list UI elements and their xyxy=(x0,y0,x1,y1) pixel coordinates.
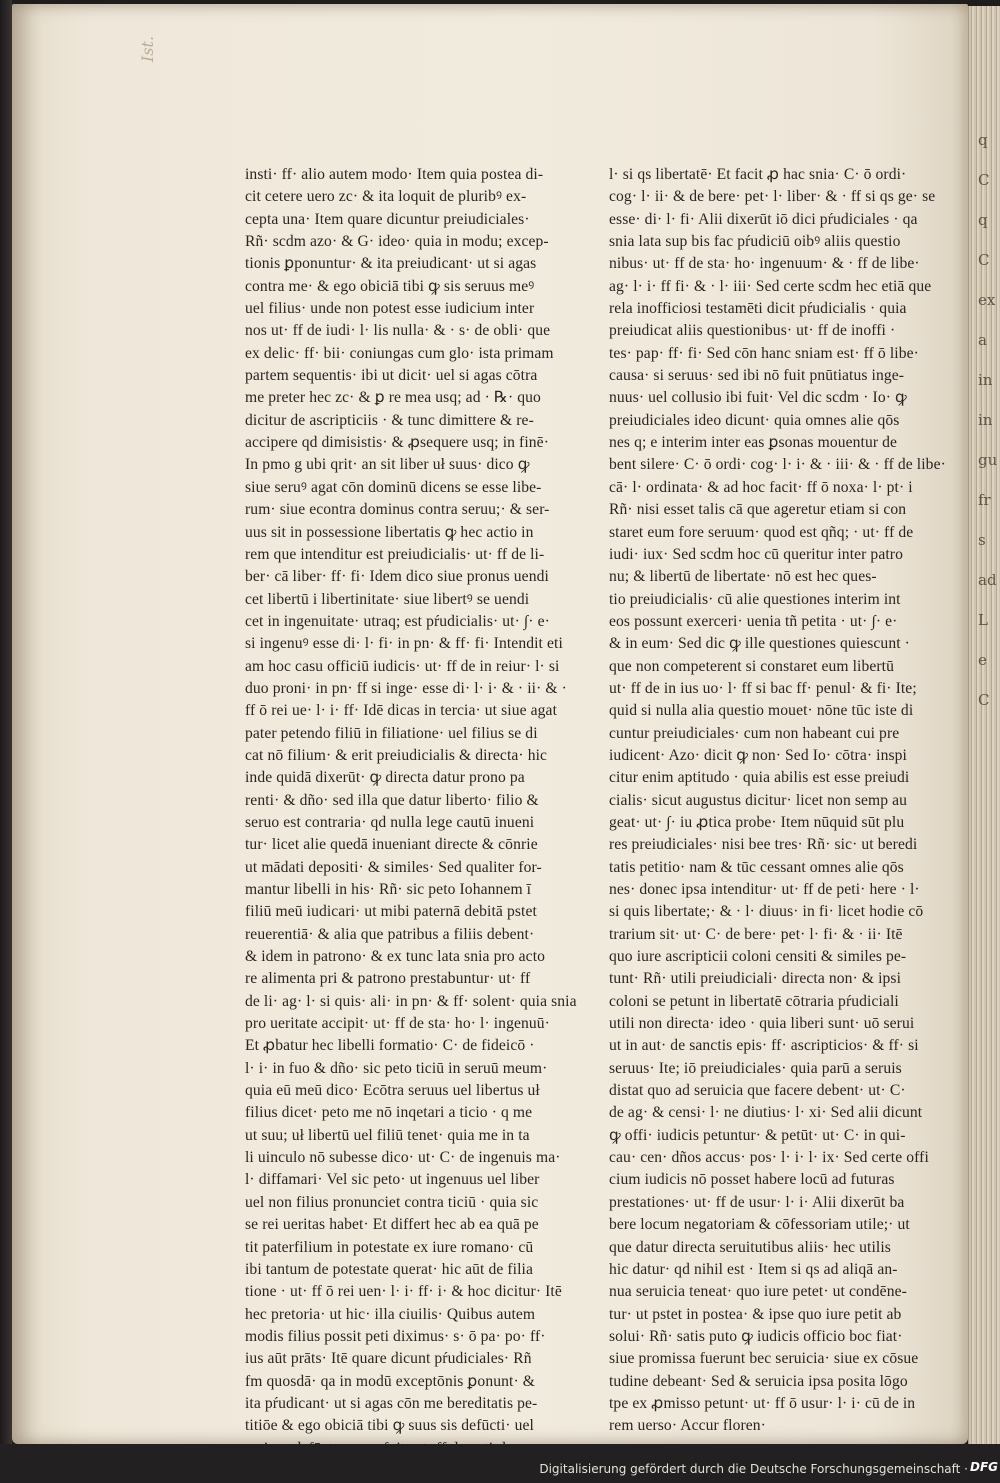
fragment-glyph: a xyxy=(978,331,987,349)
text-line-right: nu; & libertū de libertate· nō est hec ques- xyxy=(609,568,877,586)
text-line-right: coloni se petunt in libertatē cōtraria pŕudiciali xyxy=(609,992,899,1010)
text-line-right: nua seruicia teneat· quo iure petet· ut condēne- xyxy=(609,1283,907,1301)
text-line-left: & idem in patrono· & ex tunc lata snia pro acto xyxy=(245,948,546,966)
text-line-left: reuerentiā· & alia que patribus a filiis debent· xyxy=(245,925,535,943)
text-line-left: ibi tantum de potestate querat· hic aūt de filia xyxy=(245,1260,533,1278)
text-line-left: tionis ꝑponuntur· & ita preiudicant· ut si agas xyxy=(245,255,537,273)
text-line-right: quo iure ascripticii coloni censiti & similes pe- xyxy=(609,948,907,966)
text-line-right: bere locum negatoriam & cōfessoriam utile;· ut xyxy=(609,1216,910,1234)
text-line-right: cog· l· ii· & de bere· pet· l· liber· & · ff si qs ge· se xyxy=(609,188,936,206)
text-line-left: mantur libelli in his· Rñ· sic peto Iohannem ī xyxy=(245,881,532,898)
text-line-left: re alimenta pri & patrono prestabuntur· ut· ff xyxy=(245,970,531,988)
text-line-left: Et ꝓbatur hec libelli formatio· C· de fideicō · xyxy=(245,1037,535,1055)
text-line-left: am hoc casu officiū iudicis· ut· ff de in reiur· l· si xyxy=(245,657,560,675)
text-line-right: nuus· uel collusio ibi fuit· Vel dic scdm · Io· ꝙ xyxy=(609,389,907,407)
fragment-glyph: q xyxy=(978,211,988,229)
text-line-left: cat nō filium· & erit preiudicialis & directa· hic xyxy=(245,746,548,764)
text-line-right: tatis petitio· nam & tūc cessant omnes alie qōs xyxy=(609,858,904,876)
text-line-left: tur· licet alie quedā inueniant directe & cōnrie xyxy=(245,836,538,854)
text-line-left: ius aūt prāts· Itē quare dicunt pŕudiciales· Rñ xyxy=(245,1350,532,1368)
fragment-glyph: C xyxy=(978,691,990,709)
text-line-right: snia lata sup bis fac pŕudiciū oibꝰ aliis questio xyxy=(609,233,901,251)
text-line-right: ut· ff de in ius uo· l· ff si bac ff· penul· & fi· Ite; xyxy=(609,679,917,697)
text-line-right: tunt· Rñ· utili preiudiciali· directa non· & ipsi xyxy=(609,970,902,988)
text-line-right: cau· cen· dños accus· pos· l· i· l· ix· Sed certe offi xyxy=(609,1149,929,1167)
text-line-right: nes q; e interim inter eas ꝑsonas mouentur de xyxy=(609,434,898,452)
text-line-right: cā· l· ordinata· & ad hoc facit· ff ō noxa· l· pt· i xyxy=(609,478,913,496)
text-line-left: tione · ut· ff ō rei uen· l· i· ff· i· & hoc dicitur· Itē xyxy=(245,1283,562,1301)
text-line-right: cium iudicis nō posset habere locū ad futuras xyxy=(609,1171,895,1189)
next-page-fragment xyxy=(978,120,1000,1000)
text-line-right: nibus· ut· ff de sta· ho· ingenuum· & · ff de libe· xyxy=(609,255,920,273)
text-line-left: ut mādati depositi· & similes· Sed qualiter for- xyxy=(245,858,542,876)
text-line-right: rela inofficiosi testamēti dicit pŕudicialis · quia xyxy=(609,300,907,318)
text-line-left: accipere qd dimisistis· & ꝓsequere usq; in finē· xyxy=(245,434,549,452)
text-line-right: iudi· iux· Sed scdm hoc cū queritur inter patro xyxy=(609,545,903,563)
text-line-left: uus sit in possessione libertatis ꝙ hec actio in xyxy=(245,523,534,541)
fragment-glyph: L xyxy=(978,611,988,629)
text-line-left: se rei ueritas habet· Et differt hec ab ea quā pe xyxy=(245,1216,539,1234)
text-line-right: Rñ· nisi esset talis cā que ageretur etiam si con xyxy=(609,501,907,519)
fragment-glyph: ad xyxy=(978,571,997,589)
fragment-glyph: ex xyxy=(978,291,996,309)
text-line-right: tio preiudicialis· cū alie questiones interim int xyxy=(609,590,901,608)
text-line-right: seruus· Ite; iō preiudiciales· quia parū a seruis xyxy=(609,1059,902,1077)
text-line-right: utili non directa· ideo · quia liberi sunt· uō serui xyxy=(609,1015,915,1033)
text-line-left: ita pŕudicant· ut si agas cōn me bereditatis pe- xyxy=(245,1394,538,1412)
text-line-right: ag· l· i· ff fi· & · l· iii· Sed certe scdm hec etiā que xyxy=(609,277,932,295)
text-line-left: contra me· & ego obiciā tibi ꝙ sis seruus meꝰ xyxy=(245,277,535,295)
text-line-left: Rñ· scdm azo· & G· ideo· quia in modu; excep- xyxy=(245,233,549,251)
text-line-right: tur· ut pstet in postea· & ipse quo iure petit ab xyxy=(609,1305,902,1323)
book-page xyxy=(12,4,968,1444)
text-line-left: insti· ff· alio autem modo· Item quia postea di- xyxy=(245,166,544,183)
text-line-left: me preter hec zc· & ꝑ re mea usq; ad · ℞· quo xyxy=(245,389,541,407)
text-line-left: titiōe & ego obiciā tibi ꝙ suus sis defūcti· uel xyxy=(245,1417,534,1435)
text-line-right: hic datur· qd nihil est · Item si qs ad aliqā an- xyxy=(609,1260,898,1278)
text-line-left: cit cetere uero zc· & ita loquit de pluribꝰ ex- xyxy=(245,188,527,206)
text-line-left: hec pretoria· ut hic· illa ciuilis· Quibus autem xyxy=(245,1305,536,1323)
text-line-left: filius dicet· peto me nō inqetari a ticio · q me xyxy=(245,1104,533,1122)
text-line-right: quid si nulla alia questio mouet· nōne tūc iste di xyxy=(609,702,914,720)
text-line-right: & in eum· Sed dic ꝙ ille questiones quiescunt · xyxy=(609,635,910,653)
text-line-left: partem sequentis· ibi ut dicit· uel si agas cōtra xyxy=(245,367,538,385)
fragment-glyph: fr xyxy=(978,491,991,509)
text-line-left: uel non filius pronunciet contra ticiū · quia sic xyxy=(245,1193,539,1211)
text-line-right: solui· Rñ· satis puto ꝙ iudicis officio boc fiat· xyxy=(609,1327,903,1345)
text-line-left: rem que intenditur est preiudicialis· ut· ff de li- xyxy=(245,545,545,563)
book-left-edge xyxy=(0,0,12,1483)
text-line-right: tudine debeant· Sed & seruicia ipsa posita lōgo xyxy=(609,1372,908,1390)
text-line-right: distat quo ad seruicia que facere debent· ut· C· xyxy=(609,1082,906,1100)
text-line-left: pater petendo filiū in filiatione· uel filius se di xyxy=(245,724,538,742)
text-line-left: cet libertū i libertinitate· siue libertꝰ se uendi xyxy=(245,590,530,608)
text-line-left: l· diffamari· Vel sic peto· ut ingenuus uel liber xyxy=(245,1171,540,1189)
text-line-right: cialis· sicut augustus dicitur· licet non semp au xyxy=(609,791,908,809)
fragment-glyph: gu xyxy=(978,451,998,469)
fragment-glyph: C xyxy=(978,171,990,189)
text-line-left: renti· & dño· sed illa que datur liberto· filio & xyxy=(245,791,539,809)
text-column-right xyxy=(609,164,952,1438)
text-line-left: filiū meū iudicari· ut mibi paternā debitā pstet xyxy=(245,903,537,921)
text-line-left: quia eū meū dico· Ecōtra seruus uel libertus uł xyxy=(245,1082,540,1100)
text-line-left: de li· ag· l· si quis· ali· in pn· & ff· solent· quia snia xyxy=(245,992,577,1010)
text-line-left: uel filius· unde non potest esse iudicium inter xyxy=(245,300,535,318)
text-line-right: preiudiciales ideo dicunt· quia omnes alie qōs xyxy=(609,411,900,429)
text-line-right: res preiudiciales· nisi bee tres· Rñ· sic· ut beredi xyxy=(609,836,918,854)
text-line-right: tpe ex ꝓmisso petunt· ut· ff ō usur· l· i· cū de in xyxy=(609,1394,916,1412)
text-line-right: siue promissa fuerunt bec seruicia· siue ex cōsue xyxy=(609,1350,919,1368)
fragment-glyph: s xyxy=(978,531,986,549)
text-line-left: In pmo g ubi qrit· an sit liber uł suus· dico ꝙ xyxy=(245,456,530,474)
text-line-left: li uinculo nō subesse dico· ut· C· de ingenuis ma· xyxy=(245,1149,561,1167)
fragment-glyph: e xyxy=(978,651,987,669)
text-line-left: inde quidā dixerūt· ꝙ directa datur prono pa xyxy=(245,769,525,787)
text-line-left: fm quosdā· qa in modū exceptōnis ꝑonunt· & xyxy=(245,1372,535,1390)
text-line-right: geat· ut· ∫· iu ꝓtica probe· Item nūquid sūt plu xyxy=(609,813,905,831)
text-line-left: duo proni· in pn· ff si inge· esse di· l· i· & · ii· & · xyxy=(245,679,567,697)
text-line-right: ut in aut· de sanctis epis· ff· ascripticios· & ff· si xyxy=(609,1037,919,1055)
text-line-right: que datur directa seruitutibus aliis· hec utilis xyxy=(609,1238,891,1256)
text-line-left: modis filius possit peti diximus· s· ō pa· po· ff· xyxy=(245,1327,546,1345)
digitization-credit: Digitalisierung gefördert durch die Deutsche Forschungsgemeinschaft · xyxy=(539,1462,968,1476)
text-line-right: trarium sit· ut· C· de bere· pet· l· fi· & · ii· Itē xyxy=(609,925,903,943)
text-line-right: de ag· & censi· l· ne diutius· l· xi· Sed alii dicunt xyxy=(609,1104,923,1122)
text-line-right: l· si qs libertatē· Et facit ꝓ hac snia· C· ō ordi· xyxy=(609,166,907,183)
text-line-right: staret eum fore seruum· quod est qñq; · ut· ff de xyxy=(609,523,914,541)
text-line-right: causa· si seruus· sed ibi nō fuit pnūtiatus inge- xyxy=(609,367,905,385)
fragment-glyph: in xyxy=(978,411,993,429)
text-column-left xyxy=(245,164,587,1460)
fragment-glyph: C xyxy=(978,251,990,269)
text-line-right: rem uerso· Accur floren· xyxy=(609,1417,766,1435)
text-line-left: dicitur de ascripticiis · & tunc dimittere & re- xyxy=(245,411,534,429)
text-line-right: si quis libertate;· & · l· diuus· in fi· licet hodie cō xyxy=(609,903,924,921)
text-line-right: prestationes· ut· ff de usur· l· i· Alii dixerūt ba xyxy=(609,1193,905,1211)
text-line-left: ut suu; uł libertū uel filiū tenet· quia me in ta xyxy=(245,1126,530,1144)
text-line-left: ff ō rei ue· l· i· ff· Idē dicas in tercia· ut siue agat xyxy=(245,702,557,720)
fragment-glyph: q xyxy=(978,131,988,149)
text-line-left: nos ut· ff de iudi· l· lis nulla· & · s· de obli· que xyxy=(245,322,551,340)
fragment-glyph: in xyxy=(978,371,993,389)
text-line-left: l· i· in fuo & dño· sic peto ticiū in seruū meum· xyxy=(245,1059,548,1077)
text-line-right: tes· pap· ff· fi· Sed cōn hanc sniam est· ff ō libe· xyxy=(609,344,919,362)
text-line-left: siue seruꝰ agat cōn dominū dicens se esse libe- xyxy=(245,478,542,496)
text-line-right: nes· donec ipsa intenditur· ut· ff de peti· here · l· xyxy=(609,881,920,898)
text-line-right: esse· di· l· fi· Alii dixerūt iō dici pŕudiciales · qa xyxy=(609,210,918,228)
text-line-left: ber· cā liber· ff· fi· Idem dico siue pronus uendi xyxy=(245,568,549,586)
text-line-left: tit paterfilium in potestate ex iure romano· cū xyxy=(245,1238,534,1256)
text-line-right: bent silere· C· ō ordi· cog· l· i· & · iii· & · ff de libe· xyxy=(609,456,946,474)
text-line-right: preiudicat aliis questionibus· ut· ff de inoffi · xyxy=(609,322,896,340)
text-line-left: seruo est contraria· qd nulla lege cautū inueni xyxy=(245,813,535,831)
text-line-left: rum· siue econtra dominus contra seruu;· & ser- xyxy=(245,501,550,519)
text-line-left: ex delic· ff· bii· coniungas cum glo· ista primam xyxy=(245,344,554,362)
text-line-left: pro ueritate accipit· ut· ff de sta· ho· l· ingenuū· xyxy=(245,1015,550,1033)
text-line-right: eos possunt exerceri· uenia tñ petita · ut· ∫· e· xyxy=(609,612,898,630)
dfg-logo: DFG xyxy=(969,1460,998,1474)
text-line-left: cet in ingenuitate· utraq; est pŕudicialis· ut· ∫· e· xyxy=(245,612,550,630)
text-line-right: ꝙ offi· iudicis petuntur· & petūt· ut· C· in qui- xyxy=(609,1126,906,1144)
handwritten-marginalia: Ist. xyxy=(138,35,157,62)
text-line-right: cuntur preiudiciales· cum non habeant cui pre xyxy=(609,724,900,742)
text-line-left: cepta una· Item quare dicuntur preiudiciales· xyxy=(245,210,530,228)
text-line-left: si ingenuꝰ esse di· l· fi· in pn· & ff· fi· Intendit eti xyxy=(245,635,563,653)
text-line-right: que non competerent si constaret eum libertū xyxy=(609,657,894,675)
text-line-right: citur enim aptitudo · quia abilis est esse preiudi xyxy=(609,769,910,787)
text-line-right: iudicent· Azo· dicit ꝙ non· Sed Io· cōtra· inspi xyxy=(609,746,907,764)
